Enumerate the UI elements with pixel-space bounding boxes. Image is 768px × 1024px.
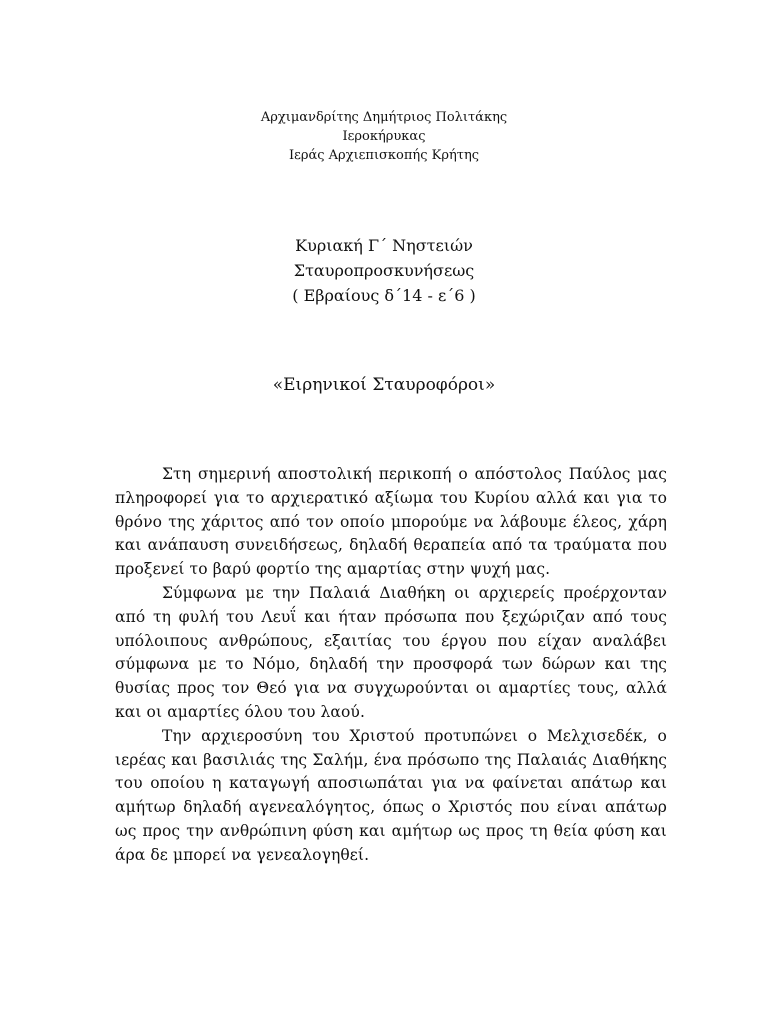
sermon-day: Κυριακή Γ΄ Νηστειών: [295, 236, 473, 255]
author-header: [0, 108, 768, 165]
paragraph-1: Στη σημερινή αποστολική περικοπή ο απόστολος Παύλος μας πληροφορεί για το αρχιερατικό αξίωμα του Κυρίου αλλά και για το θρόνο της χάριτος από τον οποίο μπορούμε να λάβουμε έλεος, χάρη και ανάπαυση συνειδήσεως, δηλαδή θεραπεία από τα τραύματα που προξενεί το βαρύ φορτίο της αμαρτίας στην ψυχή μας.: [115, 465, 667, 579]
paragraph-2: Σύμφωνα με την Παλαιά Διαθήκη οι αρχιερείς προέρχονταν από τη φυλή του Λευΐ και ήταν πρόσωπα που ξεχώριζαν από τους υπόλοιπους ανθρώπους, εξαιτίας του έργου που είχαν αναλάβει σύμφωνα με το Νόμο, δηλαδή την προσφορά των δώρων και της θυσίας προς τον Θεό για να συγχωρούνται οι αμαρτίες τους, αλλά και οι αμαρτίες όλου του λαού.: [115, 583, 667, 721]
author-diocese: Ιεράς Αρχιεπισκοπής Κρήτης: [288, 148, 480, 163]
paragraph-3: Την αρχιεροσύνη του Χριστού προτυπώνει ο Μελχισεδέκ, ο ιερέας και βασιλιάς της Σαλήμ, ένα πρόσωπο της Παλαιάς Διαθήκης του οποίου η καταγωγή αποσιωπάται για να φαίνεται απάτωρ και αμήτωρ δηλαδή αγενεαλόγητος, όπως ο Χριστός που είναι απάτωρ ως προς την ανθρώπινη φύση και αμήτωρ ως προς τη θεία φύση και άρα δε μπορεί να γενεαλογηθεί.: [115, 726, 667, 864]
sermon-name: Σταυροπροσκυνήσεως: [293, 261, 475, 280]
author-role: Ιεροκήρυκας: [342, 129, 426, 144]
author-name: Αρχιμανδρίτης Δημήτριος Πολιτάκης: [260, 110, 508, 125]
sermon-heading: [0, 233, 768, 308]
sermon-reading: ( Εβραίους δ΄14 - ε΄6 ): [292, 286, 476, 305]
document-title: «Ειρηνικοί Σταυροφόροι»: [272, 375, 496, 395]
body-text: [115, 463, 667, 868]
